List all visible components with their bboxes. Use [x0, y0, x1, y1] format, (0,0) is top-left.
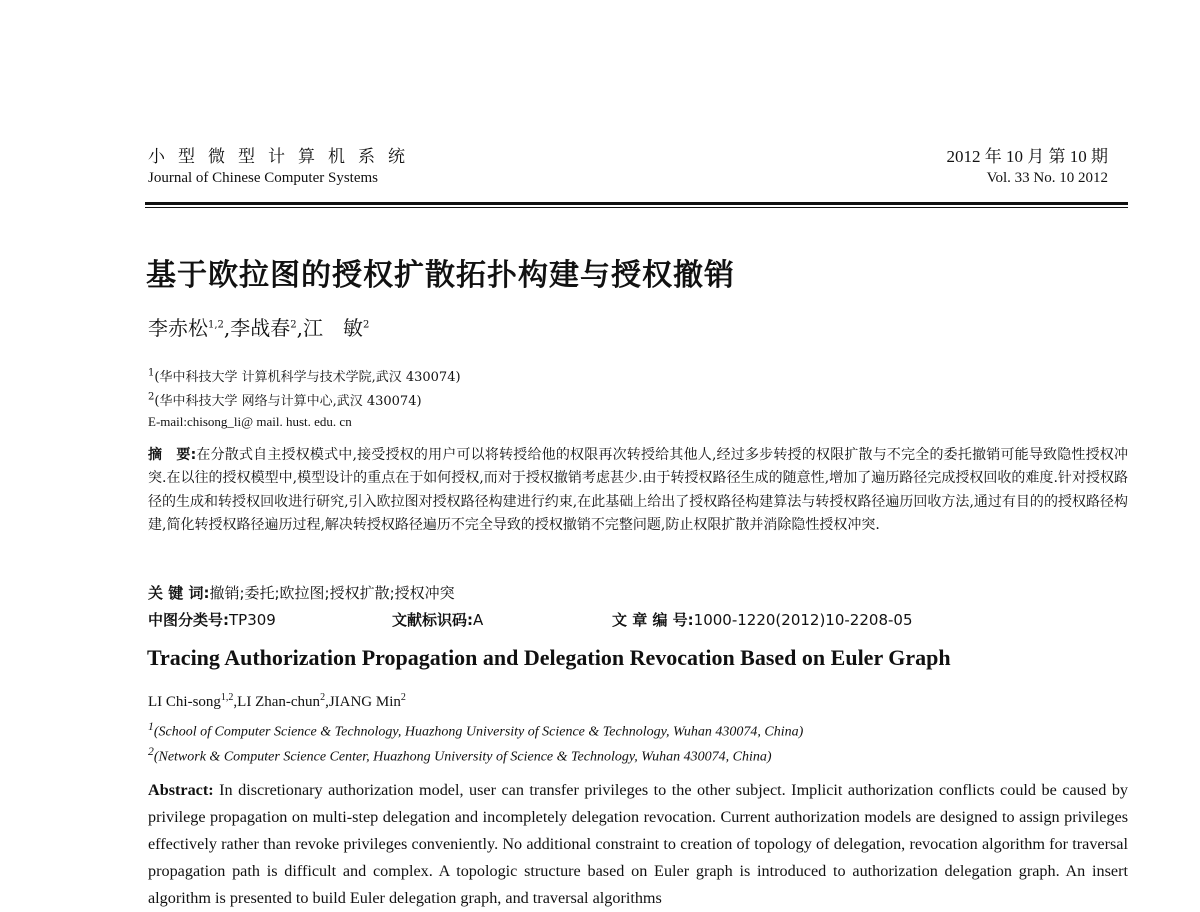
header-rule-thin	[145, 207, 1128, 208]
author-sep: ,	[325, 694, 329, 710]
issue-info-en: Vol. 33 No. 10 2012	[986, 170, 1108, 186]
affiliation-text: (Network & Computer Science Center, Huazhong University of Science & Technology, Wuhan 430074, China)	[153, 749, 772, 765]
doc-code-label: 文献标识码:	[392, 611, 473, 629]
author-name: 李赤松	[148, 316, 208, 340]
author-list-cn	[148, 312, 369, 341]
affiliation-cn	[148, 390, 422, 409]
doc-code-block	[392, 609, 483, 630]
article-number-block	[612, 609, 912, 630]
author-sep: ,	[223, 316, 231, 340]
affiliation-sup: 1	[148, 367, 155, 379]
abstract-cn-label: 摘 要:	[148, 447, 197, 463]
affiliation-en	[148, 720, 803, 741]
abstract-cn-text: 在分散式自主授权模式中,接受授权的用户可以将转授给他的权限再次转授给其他人,经过多步转授的权限扩散与不完全的委托撤销可能导致隐性授权冲突.在以往的授权模型中,模型设计的重点在于如何授权,而对于授权撤销考虑甚少.由于转授权路径生成的随意性,增加了遍历路径完成授权回收的难度.针对授权路径的生成和转授权回收进行研究,引入欧拉图对授权路径构建进行约束,在此基础上给出了授权路径构建算法与转授权路径遍历回收方法,通过有目的的授权路径构建,简化转授权路径遍历过程,解决转授权路径遍历不完全导致的授权撤销不完整问题,防止权限扩散并消除隐性授权冲突.	[148, 447, 1128, 534]
article-number-value: 1000-1220(2012)10-2208-05	[693, 611, 913, 629]
paper-title-cn: 基于欧拉图的授权扩散拓扑构建与授权撤销	[146, 258, 735, 293]
abstract-en-text: In discretionary authorization model, user can transfer privileges to the other subject. Implicit authorization conflicts could be caused by privilege propagation on multi-step delegation and incompletely delegation revocation. Current authorization models are designed to assign privileges effectively rather than revoke privileges conveniently. No additional constraint to creation of topology of delegation, revocation algorithm for traversal propagation path is difficult and complex. A topologic structure based on Euler graph is introduced to authorization delegation graph. An insert algorithm is presented to build Euler delegation graph, and traversal algorithms	[148, 781, 1129, 907]
keywords-text: 撤销;委托;欧拉图;授权扩散;授权冲突	[209, 584, 455, 602]
author-sup: 1,2	[208, 319, 224, 331]
author-name: 江 敏	[303, 316, 363, 340]
author-sup: 2	[363, 319, 370, 331]
author-list-en	[148, 692, 406, 711]
author-name: 李战春	[230, 316, 291, 340]
author-sup: 1,2	[220, 692, 234, 703]
issue-info-cn: 2012 年 10 月 第 10 期	[946, 147, 1108, 166]
clc-value: TP309	[229, 611, 276, 629]
author-name: LI Zhan-chun	[237, 694, 321, 710]
author-sep: ,	[233, 694, 238, 710]
affiliation-sup: 1	[148, 720, 154, 733]
author-name: JIANG Min	[328, 694, 401, 710]
affiliation-text: (School of Computer Science & Technology, Huazhong University of Science & Technology, Wuhan 430074, China)	[153, 724, 804, 740]
affiliation-text: (华中科技大学 计算机科学与技术学院,武汉 430074)	[154, 370, 461, 385]
doc-code-value: A	[473, 611, 484, 629]
author-sep: ,	[296, 316, 303, 340]
header-rule-thick	[145, 202, 1128, 205]
keywords-label: 关 键 词:	[148, 584, 210, 602]
clc-block	[148, 611, 276, 629]
affiliation-text: (华中科技大学 网络与计算中心,武汉 430074)	[154, 394, 422, 409]
abstract-en	[148, 777, 1128, 912]
article-number-label: 文 章 编 号:	[612, 611, 694, 629]
affiliation-sup: 2	[148, 745, 154, 758]
journal-name-cn: 小型微型计算机系统	[148, 147, 418, 167]
clc-label: 中图分类号:	[148, 611, 229, 629]
author-sup: 2	[400, 692, 406, 703]
author-sup: 2	[320, 692, 326, 703]
affiliation-sup: 2	[148, 391, 155, 403]
contact-email: E-mail:chisong_li@ mail. hust. edu. cn	[148, 414, 352, 429]
paper-title-en: Tracing Authorization Propagation and Delegation Revocation Based on Euler Graph	[147, 645, 951, 670]
journal-name-en: Journal of Chinese Computer Systems	[148, 170, 378, 186]
author-sup: 2	[290, 319, 297, 331]
author-name: LI Chi-song	[148, 694, 221, 710]
classification-row	[148, 609, 1128, 630]
affiliation-cn	[148, 366, 461, 385]
affiliation-en	[148, 745, 772, 766]
abstract-cn	[148, 444, 1128, 538]
abstract-en-label: Abstract:	[148, 781, 214, 799]
keywords-cn	[148, 582, 455, 603]
